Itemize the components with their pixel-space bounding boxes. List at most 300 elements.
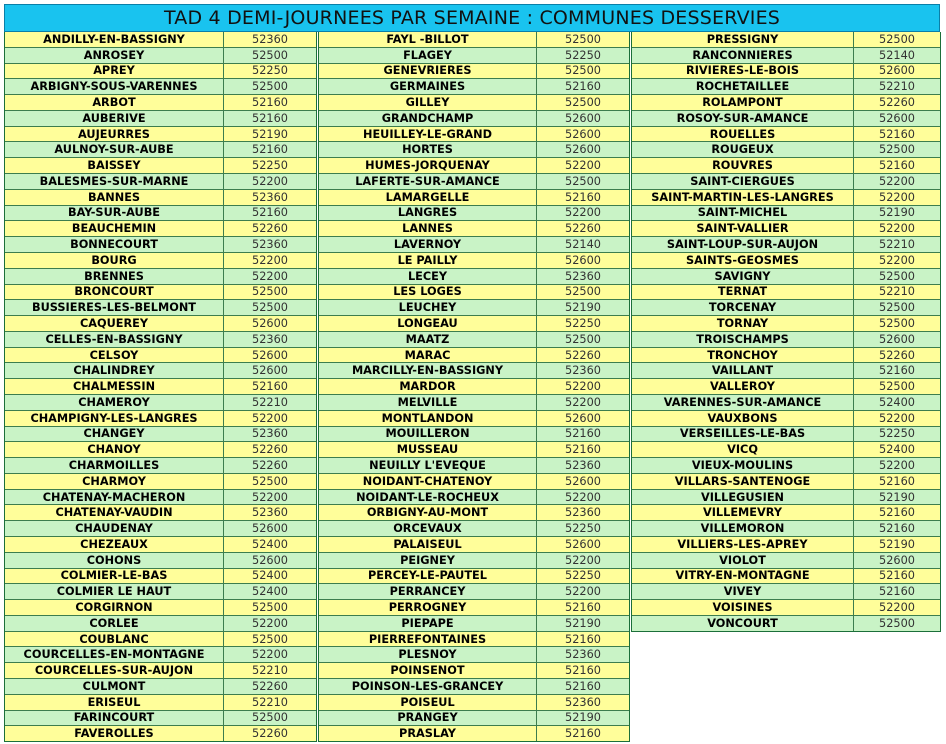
table-row [5, 363, 316, 379]
commune-name: LONGEAU [319, 316, 537, 332]
commune-name: TORCENAY [632, 300, 854, 316]
table-row [5, 205, 316, 221]
postal-code: 52200 [224, 268, 317, 284]
commune-name: LANGRES [319, 205, 537, 221]
postal-code: 52500 [224, 47, 317, 63]
postal-code: 52500 [854, 615, 941, 630]
table-row [632, 32, 940, 47]
commune-name: HORTES [319, 142, 537, 158]
table-row [319, 615, 629, 631]
commune-name: GERMAINES [319, 79, 537, 95]
table-row [5, 726, 316, 741]
postal-code: 52200 [537, 379, 630, 395]
commune-name: CHALINDREY [5, 363, 224, 379]
postal-code: 52260 [224, 679, 317, 695]
table-row [319, 521, 629, 537]
table-row [632, 284, 940, 300]
table-row [632, 489, 940, 505]
postal-code: 52200 [537, 552, 630, 568]
postal-code: 52160 [537, 679, 630, 695]
postal-code: 52200 [854, 221, 941, 237]
table-row [632, 458, 940, 474]
commune-name: LE PAILLY [319, 252, 537, 268]
commune-name: CHATENAY-VAUDIN [5, 505, 224, 521]
postal-code: 52500 [854, 300, 941, 316]
table-row [5, 331, 316, 347]
postal-code: 52250 [854, 426, 941, 442]
commune-name: CHEZEAUX [5, 537, 224, 553]
postal-code: 52260 [224, 726, 317, 741]
postal-code: 52500 [224, 300, 317, 316]
commune-name: SAINT-MICHEL [632, 205, 854, 221]
commune-name: APREY [5, 63, 224, 79]
postal-code: 52200 [224, 489, 317, 505]
postal-code: 52600 [537, 252, 630, 268]
postal-code: 52200 [537, 489, 630, 505]
postal-code: 52600 [854, 552, 941, 568]
commune-name: COLMIER LE HAUT [5, 584, 224, 600]
commune-name: PRESSIGNY [632, 32, 854, 47]
table-row [632, 552, 940, 568]
postal-code: 52600 [224, 347, 317, 363]
postal-code: 52400 [224, 568, 317, 584]
postal-code: 52360 [537, 458, 630, 474]
table-row [632, 537, 940, 553]
postal-code: 52600 [537, 126, 630, 142]
commune-name: MAATZ [319, 331, 537, 347]
commune-name: MARAC [319, 347, 537, 363]
commune-name: ORCEVAUX [319, 521, 537, 537]
table-row [5, 47, 316, 63]
table-row [632, 142, 940, 158]
table-row [319, 552, 629, 568]
commune-name: CELSOY [5, 347, 224, 363]
postal-code: 52260 [224, 221, 317, 237]
table-row [632, 347, 940, 363]
postal-code: 52200 [854, 600, 941, 616]
postal-code: 52160 [537, 663, 630, 679]
commune-name: AUJEURRES [5, 126, 224, 142]
postal-code: 52600 [224, 316, 317, 332]
commune-name: RANCONNIERES [632, 47, 854, 63]
commune-name: PALAISEUL [319, 537, 537, 553]
table-row [632, 473, 940, 489]
postal-code: 52210 [854, 284, 941, 300]
postal-code: 52500 [224, 631, 317, 647]
commune-name: LAVERNOY [319, 237, 537, 253]
commune-name: LANNES [319, 221, 537, 237]
postal-code: 52360 [224, 426, 317, 442]
commune-name: CELLES-EN-BASSIGNY [5, 331, 224, 347]
commune-name: CHARMOILLES [5, 458, 224, 474]
table-row [5, 221, 316, 237]
postal-code: 52210 [854, 237, 941, 253]
table-row [319, 426, 629, 442]
table-row [319, 284, 629, 300]
table-row [5, 158, 316, 174]
postal-code: 52500 [224, 473, 317, 489]
postal-code: 52500 [854, 268, 941, 284]
commune-name: CAQUEREY [5, 316, 224, 332]
postal-code: 52500 [224, 600, 317, 616]
commune-name: CHALMESSIN [5, 379, 224, 395]
postal-code: 52500 [537, 331, 630, 347]
postal-code: 52190 [537, 300, 630, 316]
postal-code: 52210 [224, 394, 317, 410]
table-row [632, 379, 940, 395]
commune-name: LECEY [319, 268, 537, 284]
table-row [632, 63, 940, 79]
postal-code: 52140 [537, 237, 630, 253]
postal-code: 52160 [537, 631, 630, 647]
commune-name: ROUGEUX [632, 142, 854, 158]
commune-name: CORLEE [5, 615, 224, 631]
table-row [319, 489, 629, 505]
table-row [5, 300, 316, 316]
postal-code: 52160 [224, 379, 317, 395]
commune-name: CHAUDENAY [5, 521, 224, 537]
table-row [319, 568, 629, 584]
commune-name: FAVEROLLES [5, 726, 224, 741]
table-row [632, 252, 940, 268]
postal-code: 52160 [537, 189, 630, 205]
postal-code: 52360 [224, 505, 317, 521]
table-row [319, 631, 629, 647]
table-row [319, 331, 629, 347]
table-row [5, 615, 316, 631]
commune-name: CHAMPIGNY-LES-LANGRES [5, 410, 224, 426]
commune-name: LAFERTE-SUR-AMANCE [319, 174, 537, 190]
postal-code: 52160 [537, 442, 630, 458]
commune-name: AUBERIVE [5, 110, 224, 126]
commune-name: PEIGNEY [319, 552, 537, 568]
table-row [632, 221, 940, 237]
commune-name: PIERREFONTAINES [319, 631, 537, 647]
table-row [632, 79, 940, 95]
commune-name: BRENNES [5, 268, 224, 284]
postal-code: 52200 [537, 584, 630, 600]
commune-name: ARBIGNY-SOUS-VARENNES [5, 79, 224, 95]
commune-name: VILLEMEVRY [632, 505, 854, 521]
postal-code: 52200 [854, 189, 941, 205]
postal-code: 52500 [537, 63, 630, 79]
commune-name: ROUVRES [632, 158, 854, 174]
table-row [5, 237, 316, 253]
commune-name: VILLEGUSIEN [632, 489, 854, 505]
commune-name: MELVILLE [319, 394, 537, 410]
postal-code: 52160 [537, 426, 630, 442]
table-row [632, 126, 940, 142]
commune-name: TERNAT [632, 284, 854, 300]
communes-table-2 [319, 32, 629, 741]
commune-name: POISEUL [319, 694, 537, 710]
commune-name: VOISINES [632, 600, 854, 616]
commune-name: MUSSEAU [319, 442, 537, 458]
table-row [319, 205, 629, 221]
postal-code: 52160 [224, 205, 317, 221]
postal-code: 52400 [224, 537, 317, 553]
table-row [5, 679, 316, 695]
postal-code: 52600 [854, 331, 941, 347]
table-row [5, 95, 316, 111]
commune-name: CHATENAY-MACHERON [5, 489, 224, 505]
postal-code: 52400 [854, 394, 941, 410]
table-row [319, 710, 629, 726]
postal-code: 52600 [854, 63, 941, 79]
commune-name: NOIDANT-LE-ROCHEUX [319, 489, 537, 505]
commune-name: SAINT-LOUP-SUR-AUJON [632, 237, 854, 253]
postal-code: 52250 [537, 316, 630, 332]
table-row [319, 316, 629, 332]
commune-name: BEAUCHEMIN [5, 221, 224, 237]
table-row [319, 663, 629, 679]
table-row [319, 584, 629, 600]
commune-name: BONNECOURT [5, 237, 224, 253]
postal-code: 52200 [224, 647, 317, 663]
postal-code: 52160 [854, 126, 941, 142]
commune-name: GILLEY [319, 95, 537, 111]
table-row [319, 32, 629, 47]
postal-code: 52190 [537, 615, 630, 631]
commune-name: COURCELLES-SUR-AUJON [5, 663, 224, 679]
table-row [319, 379, 629, 395]
table-row [5, 458, 316, 474]
table-row [319, 268, 629, 284]
postal-code: 52600 [537, 473, 630, 489]
table-row [632, 189, 940, 205]
table-row [319, 252, 629, 268]
postal-code: 52260 [537, 347, 630, 363]
postal-code: 52200 [854, 410, 941, 426]
table-row [319, 537, 629, 553]
postal-code: 52600 [224, 552, 317, 568]
table-row [319, 142, 629, 158]
commune-name: ANDILLY-EN-BASSIGNY [5, 32, 224, 47]
commune-name: GENEVRIERES [319, 63, 537, 79]
postal-code: 52500 [537, 284, 630, 300]
commune-name: NOIDANT-CHATENOY [319, 473, 537, 489]
commune-name: VONCOURT [632, 615, 854, 630]
commune-name: PERCEY-LE-PAUTEL [319, 568, 537, 584]
postal-code: 52260 [224, 442, 317, 458]
postal-code: 52600 [537, 537, 630, 553]
table-row [5, 442, 316, 458]
table-row [5, 631, 316, 647]
commune-name: CORGIRNON [5, 600, 224, 616]
postal-code: 52210 [854, 79, 941, 95]
table-row [319, 694, 629, 710]
postal-code: 52200 [224, 615, 317, 631]
commune-name: POINSENOT [319, 663, 537, 679]
commune-name: PRASLAY [319, 726, 537, 741]
postal-code: 52260 [537, 221, 630, 237]
postal-code: 52200 [537, 205, 630, 221]
communes-column-1 [4, 32, 317, 742]
postal-code: 52250 [537, 47, 630, 63]
postal-code: 52190 [854, 537, 941, 553]
postal-code: 52600 [224, 521, 317, 537]
table-row [5, 710, 316, 726]
postal-code: 52250 [537, 521, 630, 537]
table-row [319, 347, 629, 363]
postal-code: 52190 [537, 710, 630, 726]
commune-name: PERROGNEY [319, 600, 537, 616]
commune-name: BUSSIERES-LES-BELMONT [5, 300, 224, 316]
postal-code: 52140 [854, 47, 941, 63]
commune-name: VAILLANT [632, 363, 854, 379]
table-row [5, 505, 316, 521]
commune-name: NEUILLY L'EVEQUE [319, 458, 537, 474]
commune-name: LEUCHEY [319, 300, 537, 316]
commune-name: BAISSEY [5, 158, 224, 174]
communes-column-3 [631, 32, 941, 632]
communes-table-1 [5, 32, 316, 741]
commune-name: VICQ [632, 442, 854, 458]
table-row [632, 110, 940, 126]
postal-code: 52160 [854, 521, 941, 537]
commune-name: VAUXBONS [632, 410, 854, 426]
postal-code: 52160 [537, 726, 630, 741]
postal-code: 52160 [854, 363, 941, 379]
table-row [632, 268, 940, 284]
table-row [5, 426, 316, 442]
postal-code: 52160 [854, 505, 941, 521]
commune-name: PRANGEY [319, 710, 537, 726]
table-row [5, 489, 316, 505]
commune-name: HUMES-JORQUENAY [319, 158, 537, 174]
table-row [319, 442, 629, 458]
table-row [319, 79, 629, 95]
postal-code: 52500 [854, 32, 941, 47]
table-row [632, 505, 940, 521]
table-row [632, 584, 940, 600]
commune-name: ORBIGNY-AU-MONT [319, 505, 537, 521]
table-row [5, 600, 316, 616]
table-row [5, 647, 316, 663]
table-row [5, 189, 316, 205]
postal-code: 52160 [224, 110, 317, 126]
table-row [319, 473, 629, 489]
postal-code: 52190 [224, 126, 317, 142]
postal-code: 52160 [537, 600, 630, 616]
postal-code: 52500 [854, 142, 941, 158]
commune-name: VILLEMORON [632, 521, 854, 537]
postal-code: 52160 [854, 584, 941, 600]
table-row [319, 363, 629, 379]
postal-code: 52500 [537, 174, 630, 190]
table-row [5, 126, 316, 142]
table-row [319, 410, 629, 426]
postal-code: 52160 [854, 568, 941, 584]
table-row [319, 47, 629, 63]
table-row [319, 647, 629, 663]
commune-name: TRONCHOY [632, 347, 854, 363]
table-row [319, 237, 629, 253]
commune-name: VITRY-EN-MONTAGNE [632, 568, 854, 584]
commune-name: FAYL -BILLOT [319, 32, 537, 47]
postal-code: 52160 [854, 158, 941, 174]
commune-name: CHARMOY [5, 473, 224, 489]
commune-name: SAINT-MARTIN-LES-LANGRES [632, 189, 854, 205]
table-row [632, 95, 940, 111]
postal-code: 52250 [537, 568, 630, 584]
table-row [319, 110, 629, 126]
table-row [5, 142, 316, 158]
commune-name: VALLEROY [632, 379, 854, 395]
table-row [5, 63, 316, 79]
postal-code: 52160 [224, 95, 317, 111]
commune-name: COURCELLES-EN-MONTAGNE [5, 647, 224, 663]
commune-name: AULNOY-SUR-AUBE [5, 142, 224, 158]
postal-code: 52600 [537, 142, 630, 158]
table-row [319, 679, 629, 695]
postal-code: 52200 [224, 174, 317, 190]
commune-name: CHAMEROY [5, 394, 224, 410]
commune-name: ANROSEY [5, 47, 224, 63]
table-row [632, 568, 940, 584]
table-row [5, 394, 316, 410]
postal-code: 52600 [537, 110, 630, 126]
postal-code: 52360 [537, 694, 630, 710]
table-row [632, 521, 940, 537]
commune-name: VIEUX-MOULINS [632, 458, 854, 474]
commune-name: ARBOT [5, 95, 224, 111]
table-row [5, 568, 316, 584]
commune-name: PIEPAPE [319, 615, 537, 631]
commune-name: VARENNES-SUR-AMANCE [632, 394, 854, 410]
commune-name: ROCHETAILLEE [632, 79, 854, 95]
commune-name: ROLAMPONT [632, 95, 854, 111]
commune-name: BOURG [5, 252, 224, 268]
commune-name: HEUILLEY-LE-GRAND [319, 126, 537, 142]
postal-code: 52360 [537, 647, 630, 663]
commune-name: COUBLANC [5, 631, 224, 647]
postal-code: 52160 [854, 473, 941, 489]
commune-name: PLESNOY [319, 647, 537, 663]
commune-name: SAINTS-GEOSMES [632, 252, 854, 268]
table-row [5, 174, 316, 190]
table-row [319, 300, 629, 316]
table-row [5, 379, 316, 395]
commune-name: VILLARS-SANTENOGE [632, 473, 854, 489]
commune-name: ERISEUL [5, 694, 224, 710]
postal-code: 52200 [537, 394, 630, 410]
postal-code: 52190 [854, 205, 941, 221]
table-row [5, 32, 316, 47]
table-row [5, 521, 316, 537]
table-row [5, 284, 316, 300]
postal-code: 52200 [854, 174, 941, 190]
postal-code: 52500 [854, 379, 941, 395]
table-row [319, 221, 629, 237]
table-row [319, 174, 629, 190]
postal-code: 52360 [224, 32, 317, 47]
postal-code: 52500 [224, 710, 317, 726]
commune-name: TORNAY [632, 316, 854, 332]
table-row [632, 615, 940, 630]
commune-name: COLMIER-LE-BAS [5, 568, 224, 584]
table-row [632, 205, 940, 221]
table-row [632, 426, 940, 442]
commune-name: LES LOGES [319, 284, 537, 300]
table-row [632, 442, 940, 458]
commune-name: CHANGEY [5, 426, 224, 442]
table-row [5, 110, 316, 126]
postal-code: 52360 [537, 268, 630, 284]
table-row [632, 300, 940, 316]
commune-name: BANNES [5, 189, 224, 205]
table-row [632, 316, 940, 332]
